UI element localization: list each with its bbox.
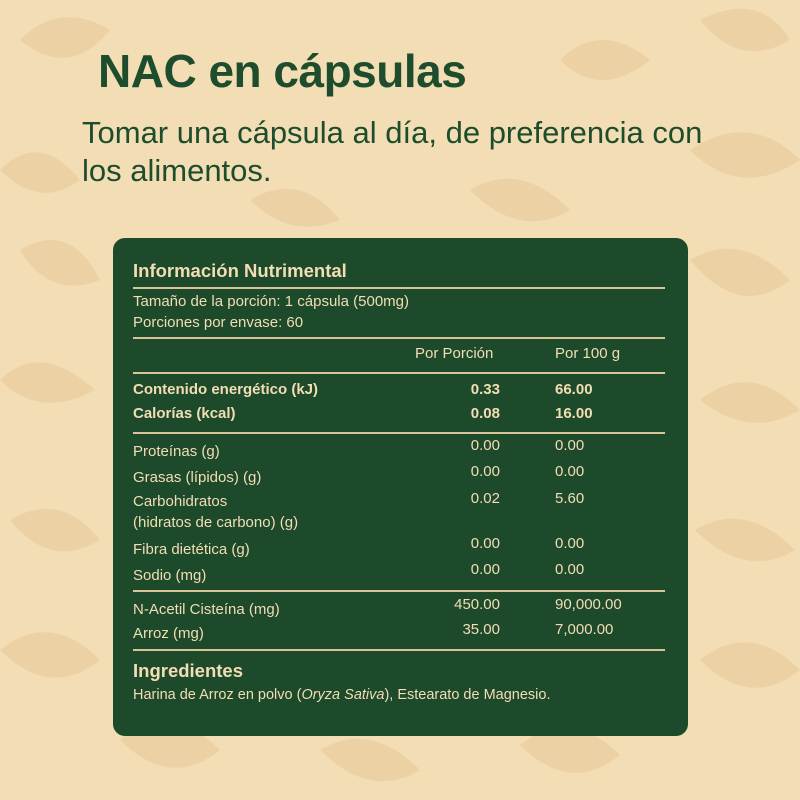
nutrient-row-per-serving: 0.00 — [470, 561, 500, 578]
leaf-icon — [700, 382, 800, 423]
leaf-icon — [10, 509, 100, 552]
nutrient-row-label: Proteínas (g) — [133, 443, 220, 460]
energy-row-label: Contenido energético (kJ) — [133, 381, 319, 398]
nutrient-row-label: Sodio (mg) — [133, 567, 207, 584]
ingredients-prefix: Harina de Arroz en polvo ( — [133, 687, 302, 703]
divider — [133, 432, 665, 434]
leaf-icon — [700, 642, 800, 688]
divider — [133, 337, 665, 339]
nutrient-row-per-100g: 0.00 — [555, 535, 585, 552]
energy-row-per-100g: 66.00 — [555, 381, 593, 398]
active-row-per-100g: 7,000.00 — [555, 621, 614, 638]
nutrient-row-label: Fibra dietética (g) — [133, 541, 250, 558]
divider — [133, 590, 665, 592]
page-subtitle: Tomar una cápsula al día, de preferencia con los alimentos. — [82, 115, 703, 188]
nutrient-row-per-100g: 0.00 — [555, 463, 585, 480]
leaf-icon — [320, 739, 420, 782]
active-row-label: N-Acetil Cisteína (mg) — [133, 601, 280, 618]
nutrient-row-label: Grasas (lípidos) (g) — [133, 469, 262, 486]
nutrient-row-per-100g: 0.00 — [555, 561, 585, 578]
nutrient-row-per-serving: 0.00 — [470, 535, 500, 552]
active-row-per-serving: 450.00 — [454, 596, 500, 613]
leaf-icon — [0, 632, 100, 678]
column-header-per-100g: Por 100 g — [555, 345, 621, 362]
leaf-icon — [695, 519, 795, 562]
nutrition-title: Información Nutrimental — [133, 260, 347, 281]
leaf-icon — [20, 17, 110, 58]
nutrient-row-per-100g: 0.00 — [555, 437, 585, 454]
ingredients-suffix: ), Estearato de Magnesio. — [384, 687, 551, 703]
calories-row-per-100g: 16.00 — [555, 405, 593, 422]
ingredients-text — [133, 687, 551, 703]
leaf-icon — [20, 240, 100, 286]
serving-size: Tamaño de la porción: 1 cápsula (500mg) — [133, 293, 409, 310]
leaf-icon — [560, 40, 650, 80]
divider — [133, 649, 665, 651]
nutrient-row-per-serving: 0.00 — [470, 463, 500, 480]
leaf-icon — [0, 152, 80, 193]
leaf-icon — [700, 9, 790, 52]
calories-row-per-serving: 0.08 — [470, 405, 500, 422]
nutrient-row-label-continued: (hidratos de carbono) (g) — [133, 514, 299, 531]
energy-row-per-serving: 0.33 — [470, 381, 500, 398]
divider — [133, 287, 665, 289]
active-row-per-serving: 35.00 — [462, 621, 500, 638]
page-title: NAC en cápsulas — [98, 45, 467, 97]
calories-row-label: Calorías (kcal) — [133, 405, 236, 422]
nutrient-row-label: Carbohidratos — [133, 493, 228, 510]
column-header-per-serving: Por Porción — [415, 345, 494, 362]
nutrient-row-per-serving: 0.02 — [470, 490, 500, 507]
divider — [133, 372, 665, 374]
servings-per-container: Porciones por envase: 60 — [133, 314, 304, 331]
active-row-label: Arroz (mg) — [133, 625, 204, 642]
ingredients-scientific-name: Oryza Sativa — [301, 687, 385, 703]
leaf-icon — [690, 249, 790, 296]
ingredients-title: Ingredientes — [133, 660, 243, 681]
nutrition-facts-panel — [113, 238, 688, 736]
nutrient-row-per-100g: 5.60 — [555, 490, 585, 507]
leaf-icon — [250, 189, 340, 227]
active-row-per-100g: 90,000.00 — [555, 596, 622, 613]
leaf-icon — [0, 362, 95, 403]
nutrient-row-per-serving: 0.00 — [470, 437, 500, 454]
